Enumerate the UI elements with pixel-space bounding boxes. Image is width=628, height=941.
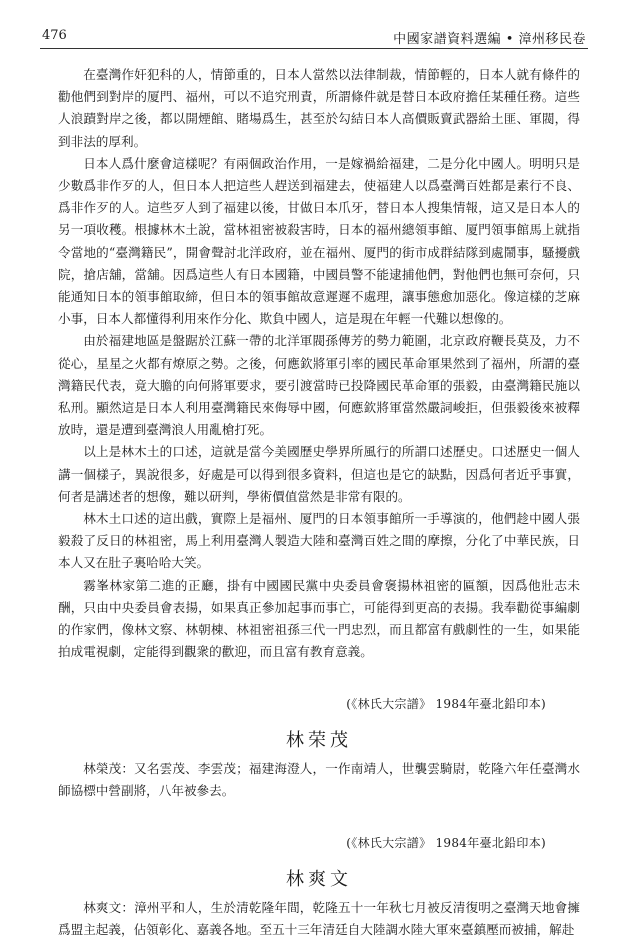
body-text xyxy=(58,64,580,941)
section-title: 林荣茂 xyxy=(286,729,352,751)
paragraph: 在臺灣作奸犯科的人，情節重的，日本人當然以法律制裁，情節輕的，日本人就有條件的勸他們到對岸的厦門、福州，可以不追究刑責，所謂條件就是替日本政府擔任某種任務。這些人浪蹟對岸之後，都以開煙館、賭場爲生，甚至於勾結日本人高價販賣武器給土匪、軍閥，得到非法的厚利。 xyxy=(58,67,580,149)
entry-text: 林爽文：漳州平和人，生於清乾隆年間，乾隆五十一年秋七月被反清復明之臺灣天地會擁爲盟主起義，佔領彰化、嘉義各地。至五十三年清廷自大陸調水陸大軍來臺鎮壓而被捕，解赴 xyxy=(58,899,580,937)
paragraph: 以上是林木土的口述，這就是當今美國歷史學界所風行的所謂口述歷史。口述歷史一個人講一個樣子，異說很多，好處是可以得到很多資料，但這也是它的缺點，因爲何者近乎事實，何者是講述者的想像，難以研判，學術價值當然是非常有限的。 xyxy=(58,444,580,504)
paragraph: 霧峯林家第二進的正廳，掛有中國國民黨中央委員會褒揚林祖密的匾額，因爲他壯志未酬，只由中央委員會表揚，如果真正參加起事而事亡，可能得到更高的表揚。我奉勸從事編劇的作家們，像林文察、林朝棟、林祖密祖孫三代一門忠烈，而且都富有戲劇性的一生，如果能拍成電視劇，定能得到觀衆的歡迎，而且富有教育意義。 xyxy=(58,577,580,660)
paragraph: 林木土口述的這出戲，實際上是福州、厦門的日本領事館所一手導演的，他們趁中國人張毅殺了反日的林祖密，馬上利用臺灣人製造大陸和臺灣百姓之間的摩擦，分化了中華民族，日本人又在肚子裏哈哈大笑。 xyxy=(58,511,580,571)
page-number: 476 xyxy=(42,28,67,43)
page-header xyxy=(40,26,588,49)
running-title: 中國家譜資料選編 • 漳州移民卷 xyxy=(393,32,586,47)
source-citation: (《林氏大宗譜》 1984年臺北鉛印本) xyxy=(346,836,546,851)
entry-text: 林榮茂：又名雲茂、李雲茂；福建海澄人，一作南靖人，世襲雲騎尉，乾隆六年任臺灣水師協標中營副將，八年被參去。 xyxy=(58,760,580,799)
section-title: 林爽文 xyxy=(286,868,352,890)
paragraph: 由於福建地區是盤踞於江蘇一帶的北洋軍閥孫傳芳的勢力範圍，北京政府鞭長莫及，力不從心，星星之火都有燎原之勢。之後，何應欽將軍引率的國民革命軍果然到了福州，所謂的臺灣籍民代表，竟大膽的向何將軍要求，要引渡當時已投降國民革命軍的張毅，由臺灣籍民施以私刑。顯然這是日本人利用臺灣籍民來侮辱中國，何應欽將軍當然嚴詞峻拒，但張毅後來被釋放時，還是遭到臺灣浪人用亂槍打死。 xyxy=(58,333,580,438)
paragraph: 日本人爲什麼會這樣呢？有兩個政治作用，一是嫁禍給福建，二是分化中國人。明明只是少數爲非作歹的人，但日本人把這些人趕送到福建去，使福建人以爲臺灣百姓都是素行不良、爲非作歹的人。這些歹人到了福建以後，甘做日本爪牙，替日本人搜集情報，這又是日本人的另一項收穫。根據林木土說，當林祖密被殺害時，日本的福州總領事館、厦門領事館馬上就指令當地的“臺灣籍民”，開會聲討北洋政府，並在福州、厦門的街市成群結隊到處鬧事，騷擾戲院，搶店舖，當舖。因爲這些人有日本國籍，中國員警不能逮捕他們，對他們也無可奈何，只能通知日本的領事館取締，但日本的領事館故意遲遲不處理，讓事態愈加惡化。像這樣的芝麻小事，日本人都懂得利用來作分化、欺負中國人，這是現在年輕一代難以想像的。 xyxy=(58,155,580,327)
source-citation: (《林氏大宗譜》 1984年臺北鉛印本) xyxy=(346,697,546,712)
